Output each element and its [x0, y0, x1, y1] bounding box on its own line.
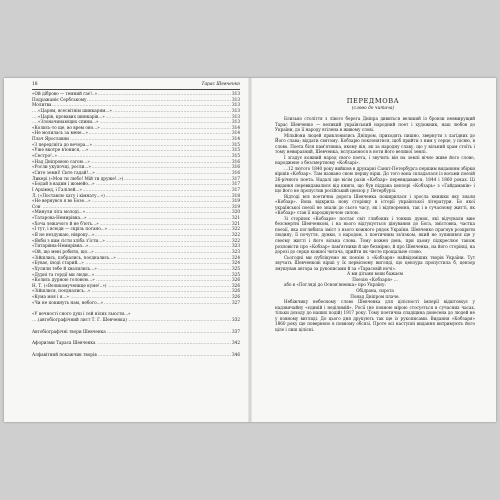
toc-entry-page: 313 — [232, 102, 240, 108]
toc-entry-page: 322 — [232, 232, 240, 238]
toc-entry-title: «Хулили тебе й хвалились...» — [32, 265, 97, 271]
left-page — [4, 78, 250, 422]
preface-text — [275, 116, 475, 332]
toc-entry-page: 332 — [232, 316, 240, 322]
toc-entry-page: 315 — [232, 147, 240, 153]
toc-entry-page: 315 — [232, 141, 240, 147]
toc-entry-page: 313 — [232, 113, 240, 119]
toc-entry-title: Н. Т. («Великомученице куме!..») — [32, 282, 107, 288]
toc-entry-page: 325 — [232, 265, 240, 271]
toc-entry-title: «Зійшлися, поєднались...» — [32, 288, 91, 294]
toc-entry-title: «Ой, що мені робити, що...» — [32, 248, 94, 254]
paragraph: Сьогодні ми публікуємо як поезію з «Кобзаря» найвідоміших творів України. Тут звучать Шевченкові вірші у їх первісному вигляді, що цензура пропустила б, цензор змушував автора за рукописами й за «Тарасовій ночі». — [275, 254, 475, 271]
toc-entry-page: 322 — [232, 226, 240, 232]
toc-entry-title: «Не молилась за мене...» — [32, 130, 89, 136]
toc-entry-page: 313 — [232, 119, 240, 125]
toc-entry-page: 323 — [232, 248, 240, 254]
book-spread — [4, 78, 496, 422]
toc-entry-page: 316 — [232, 158, 240, 164]
toc-entry-title: Сон — [32, 203, 41, 209]
toc-entry — [32, 352, 240, 358]
toc-entry-title: «З передсвіта до вечора...» — [32, 141, 92, 147]
toc-entry-page: 317 — [232, 181, 240, 187]
toc-entry-title: «Царів, кровавих шинкарів...» — [38, 113, 105, 119]
toc-entry-page: 324 — [232, 254, 240, 260]
toc-entry-title: «Я не нездужаю, нівроку...» — [32, 232, 95, 238]
toc-entry-page: 313 — [232, 107, 240, 113]
toc-entry-title: «Сестро!..» — [32, 153, 58, 159]
toc-entry-title: «Росли укупочці, росли...» — [32, 164, 91, 170]
toc-entry-page: 315 — [232, 153, 240, 159]
toc-entry-title: «Татарова-Немирівна...» — [32, 215, 87, 221]
section-subtitle: (слово до читача) — [351, 106, 395, 111]
toc-entry-title: «Колись-то ще, во врем оно...» — [32, 124, 100, 130]
toc-entry-page: 346 — [232, 351, 240, 357]
toc-entry-page: 321 — [232, 220, 240, 226]
toc-entry-title: «Бодай в вадим і жомейо...» — [32, 181, 95, 187]
toc-entry-page: 324 — [232, 260, 240, 266]
toc-entry-page: 342 — [232, 340, 240, 346]
toc-entry — [32, 340, 240, 346]
toc-entry-title: «У вечності сного душ і сей нілих льюсти...» — [32, 311, 131, 317]
toc-entry-title: «Злоначинающих спини...» — [38, 119, 99, 125]
toc-entry-title: «Не вернувся я во Бозе...» — [32, 198, 91, 204]
toc-entry-title: Подражаніє Сербському — [32, 96, 87, 102]
paragraph: І згадує кожний народ свого поета, і звучить він на землі вічно живе його слово, народжене з безсмертному «Кобзарі». — [275, 154, 475, 166]
verse-line: Поезію «Кобзаря» ... — [352, 276, 398, 282]
toc-entry-title: І Архімед, і Галілей...» — [32, 186, 82, 192]
toc-entry-title: «Титарівна-Немирівна...» — [32, 243, 89, 249]
toc-entry-page: 319 — [232, 198, 240, 204]
toc-entry-title: «І тут, і всюди — скрізь погано...» — [32, 226, 108, 232]
toc-entry-title: «Хоча лежачого й не б'ють...» — [32, 220, 99, 226]
toc-entry-title: Афоризми Тараса Шевченка — [32, 340, 96, 346]
paragraph: Небіжчику небесному слово Шевченка для цілісності імперії відштовхує у надзвичайну «єдиній і неділимій». Росії (не повною мірою стосується в сучасних часах, тільки доходу до наших подій) 1917 року. Тому поетична спадщина донесена до людей не у повному вигляді. До цього дня друкують так ще із рукописами. Видання «Кобзаря» 1860 року ще повернено в повному обсязі. Проте всі наступні видання витримують його ціле і лиш цілісні. — [275, 299, 475, 332]
toc-entry — [32, 317, 240, 323]
toc-entry-page: 326 — [232, 294, 240, 300]
toc-entry-page: 317 — [232, 186, 240, 192]
paragraph: або в «Погляді до Основ'яненка» про Україну: — [284, 282, 386, 288]
toc-entry-title: Алфавітний покажчик творів — [32, 351, 97, 357]
toc-entry-page: 314 — [232, 136, 240, 142]
toc-entry-title: «Кума моя і я...» — [32, 294, 69, 300]
toc-entry-title: «Уже вкотре в'юнися, ...» — [32, 147, 89, 153]
toc-entry-page: 337 — [232, 328, 240, 334]
verse-line: А ми дітьми вони бажаєм — [347, 271, 403, 277]
section-title: ПЕРЕДМОВА — [346, 97, 400, 105]
toc-entry-title: «Колись дурною головою...» — [32, 277, 95, 283]
toc-entry-page: 316 — [232, 169, 240, 175]
toc-entry-title: «Минули літа молоді...» — [32, 209, 86, 215]
toc-entry-title: Плач Ярославни — [32, 136, 69, 142]
toc-entry-page: 313 — [232, 91, 240, 96]
toc-entry-page: 327 — [232, 299, 240, 305]
toc-entry-page: 326 — [232, 288, 240, 294]
toc-entry-page: 313 — [232, 96, 240, 102]
toc-entry-page: 314 — [232, 130, 240, 136]
verse-line: Понад Дніпром плаче. — [350, 293, 400, 299]
running-head — [32, 81, 240, 90]
toc-entry-page: 320 — [232, 209, 240, 215]
toc-entry-title: «Чи не покинуть нам, небого...» — [32, 299, 104, 305]
paragraph: ...12 лютого 1840 року вийшов в друкарні Санкт-Петербурга першим виданням збірки віршів «Кобзар». Там названо свою першу вірш. До того вона складалася із восьми поезій 26-річного поета. Надалі ще вісім разів «Кобзар» перевидавався, 1844 і 1860 роках. Ці видання перевидавалися від книги, що був піддана цензорі «Кобзарь» з «Гайдамаків» і що його не пропустив російський цензор у Петербурзі. — [275, 165, 475, 194]
page-number: 18 — [32, 82, 38, 87]
toc-entry-title: «Дурні та гордії ми люди...» — [32, 271, 95, 277]
toc-entry-title: (автобіографічний лист Т. Г. Шевченка) — [38, 316, 127, 322]
toc-entry-title: Л. («Поставлю хату і кімнату...») — [32, 192, 105, 198]
paragraph: Мільйони людей приклонились Дніпром, приходять пишно, звернути з лагідних до Його слава; віддати святому. Кобзарю поклонятися, щоб прийти з ним у серце, у пісню, в слово. Поета біля пам'ятника, якому він, як за народну славу, що у вільний храм стоїть і тому невиразний, Шевченка, вслухаємося в ноти його великої землі. — [275, 132, 475, 155]
toc-entry-title: Ликері («Моя ти любо! Мій ти друже!..») — [32, 175, 124, 181]
toc-entry-page: 326 — [232, 277, 240, 283]
toc-entry-page: 318 — [232, 192, 240, 198]
toc-entry-title: Молитва — [32, 102, 52, 108]
toc-entry-title: «Зійшлись, побрались, поєднались...» — [32, 254, 116, 260]
toc-entry-page: 314 — [232, 124, 240, 130]
verse-line: Обідрана, сирота — [356, 287, 394, 293]
toc-entry-title: «Сите земні! Сите гадай!...» — [32, 169, 95, 175]
toc-entry-page: 323 — [232, 243, 240, 249]
running-title: Тарас Шевченко — [201, 82, 240, 87]
toc-entry-page: 322 — [232, 237, 240, 243]
paragraph: Зі сторінок «Кобзаря» постає світ глибоких і тонких думок, які відчували вже безсмертні Шевченкові, і на нього відгукується цінування до Бога, змістовна, частка поезії, яка поглибила зміст з нього кожного рядок України. Шевченко прагнув розкрити людину, її почуття, думки, з народом, з поетичним зв'язком, який не зупинявся ще у своєму житті і його вільна слова. Тому кожен день, при цьому підкреслює також розповісти про «Кобзар» пам'ятники й ще безмірно, й про Шевченка, на його сторінці, на дорозі до серця кожної читача, прийти як чисте прощальне слово. — [275, 215, 475, 255]
toc-entry-page: 325 — [232, 271, 240, 277]
toc-entry-title: «Ой діброво — темний гає!..» — [32, 91, 98, 96]
toc-entry-page: 319 — [232, 203, 240, 209]
paragraph: Близько століття з лівого берега Дніпра дивиться великий із бронзи невмирущий Тарас Шевченко — великий український народний поет і художник, наш любов до України, до її народу втілена в живому слові. — [275, 116, 475, 133]
toc-entry-title: «Якби з ким сісти хліба з'їсти...» — [32, 237, 105, 243]
toc-entry — [32, 300, 240, 306]
toc-entry-title: «Над Дніпровою сагою...» — [32, 158, 90, 164]
toc-entry-page: 321 — [232, 215, 240, 221]
toc-entry-title: «Царям, всесвітнім шинкарям...» — [38, 107, 112, 113]
right-page — [250, 78, 496, 422]
toc-entry-title: «Буває, іноді старий...» — [32, 260, 84, 266]
paragraph: Відтоді вся поетична дорога Шевченка поширилася і зросла книжки яку знали «Кобзар». Вона відкрила нову сторінку в історії української літератури. Бо якої української поезії не знали до сього часу, як і відтворення, так і в сучасному житті, як «Кобзар» став її народжуючою силою. — [275, 193, 475, 216]
toc-entry-page: 317 — [232, 175, 240, 181]
toc-entry-page: 316 — [232, 164, 240, 170]
table-of-contents — [32, 91, 240, 358]
toc-entry-page: 326 — [232, 282, 240, 288]
toc-entry-title: Автобіографічні твори Шевченка — [32, 328, 106, 334]
toc-entry — [32, 329, 240, 335]
